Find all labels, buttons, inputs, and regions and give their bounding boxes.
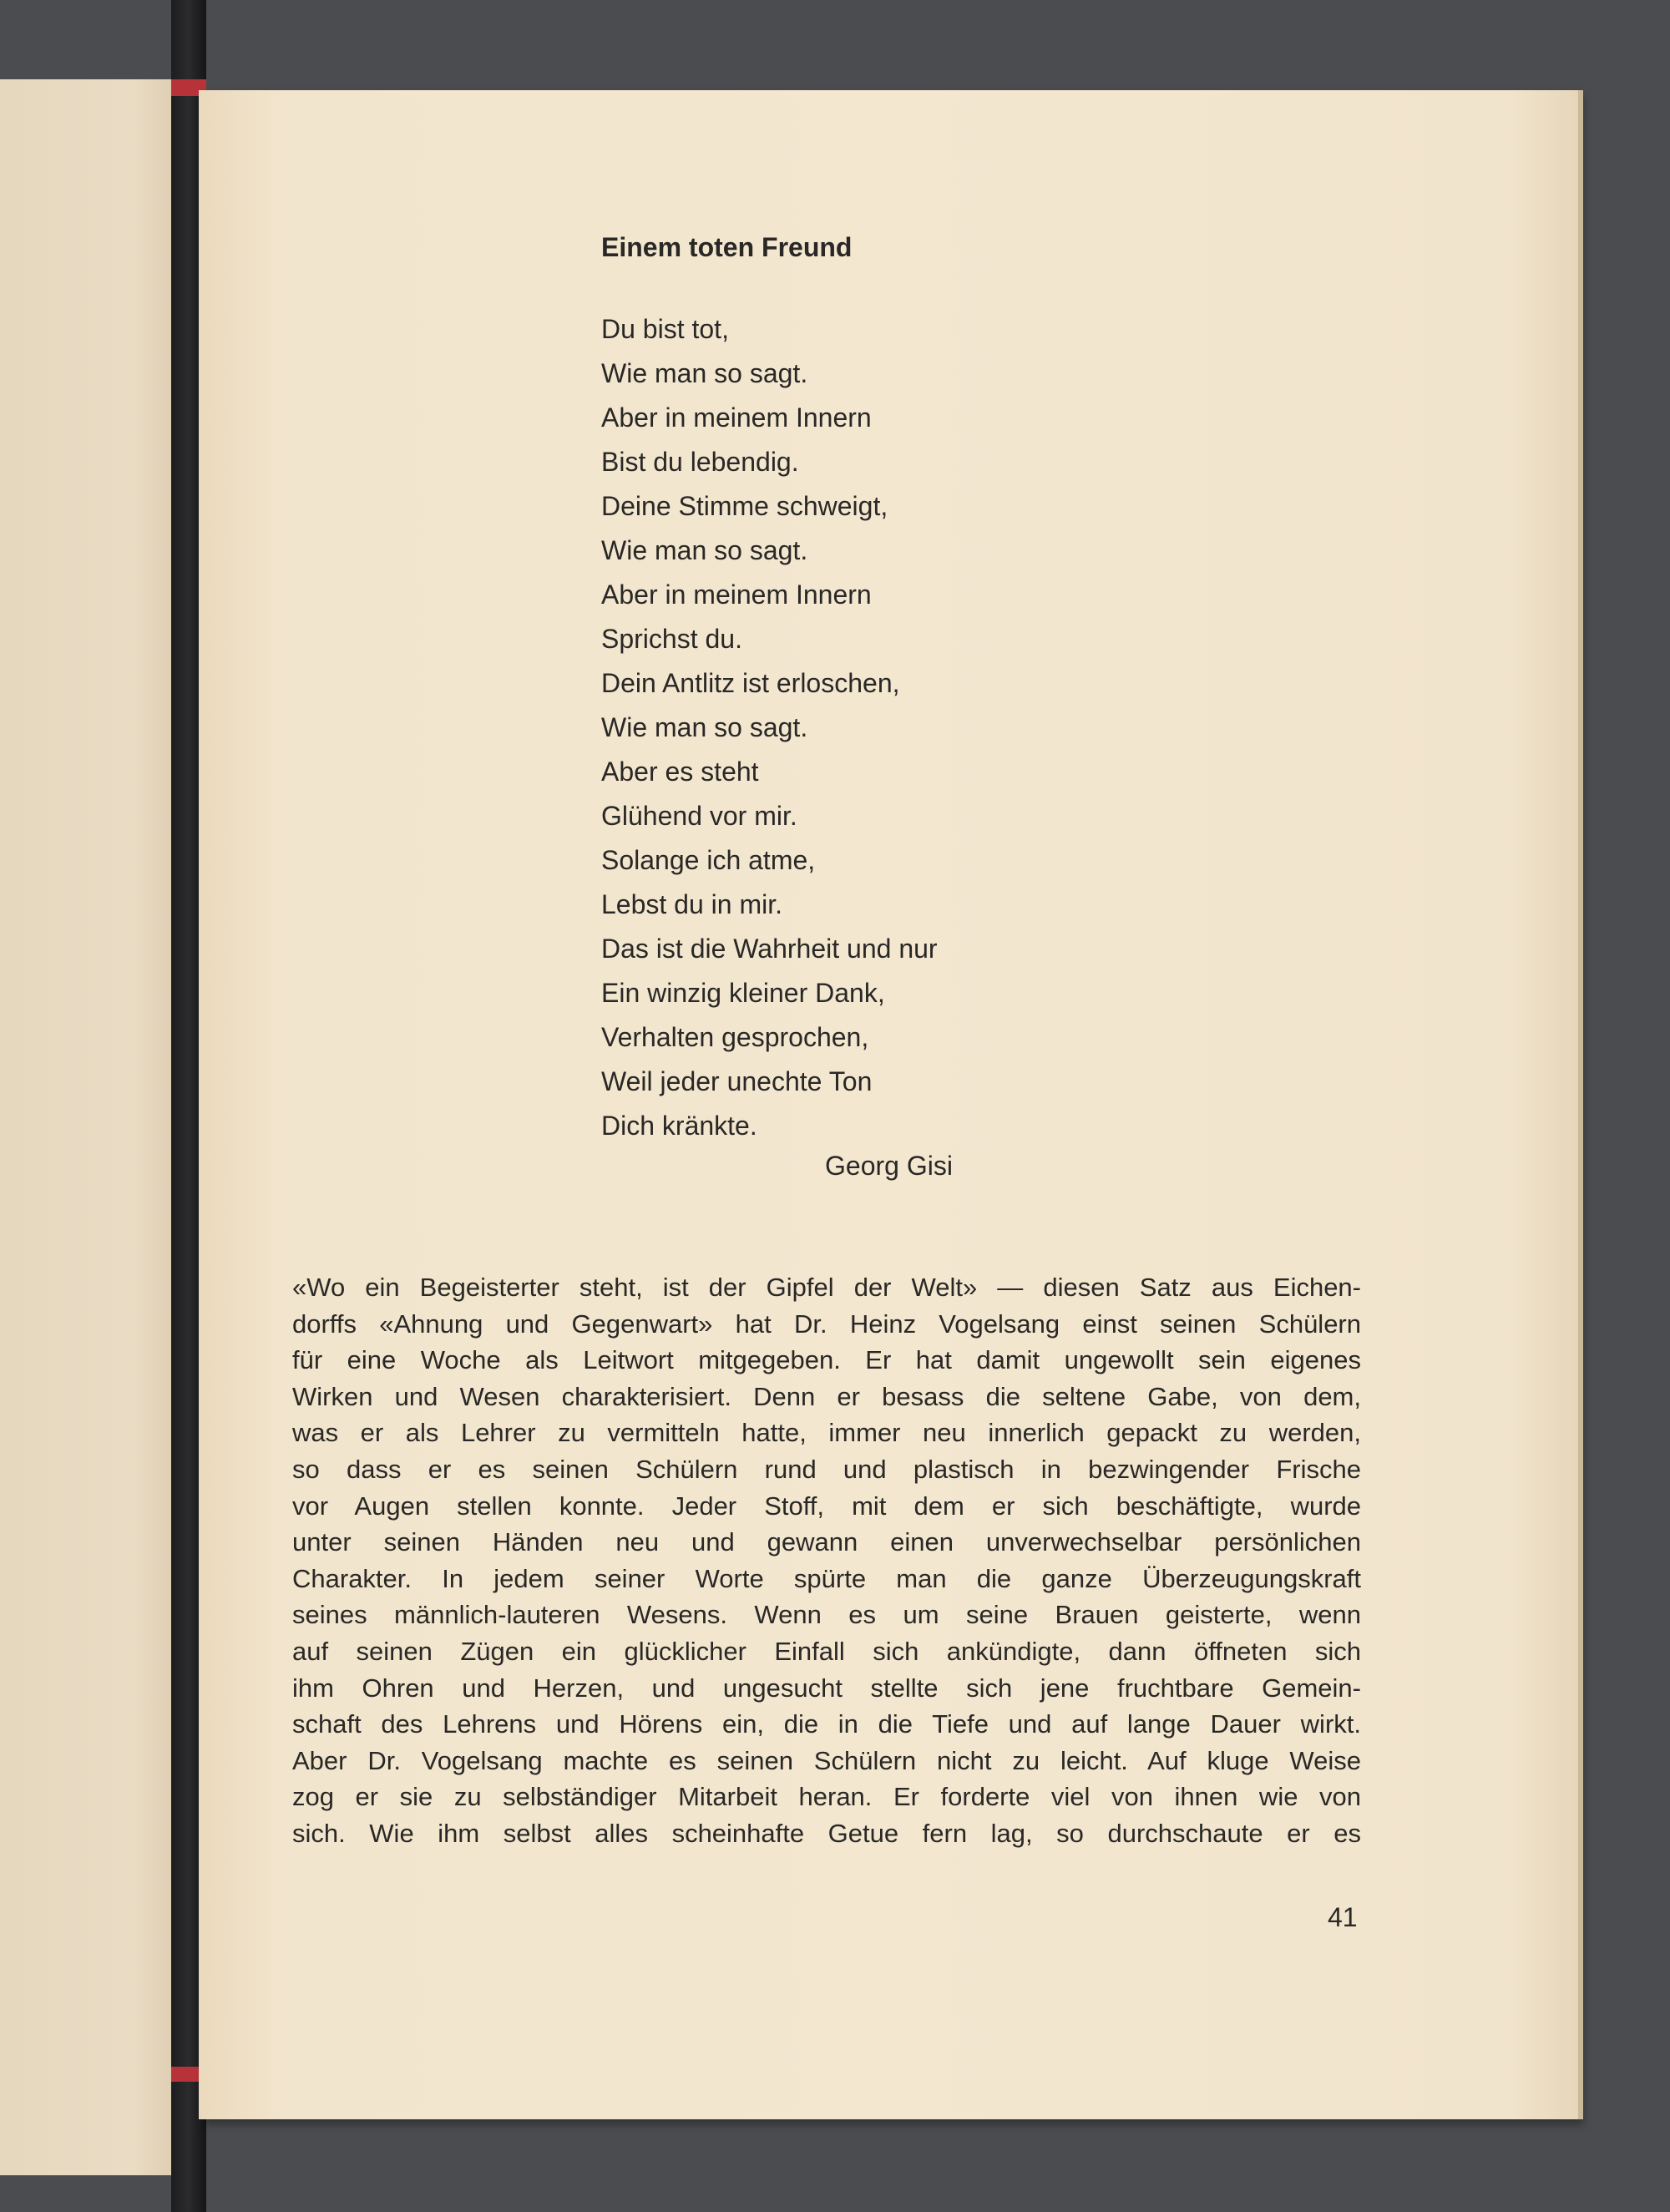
prose-line: auf seinen Zügen ein glücklicher Einfall sich ankündigte, dann öffneten sich	[292, 1636, 1361, 1666]
poem-line: Aber es steht	[601, 757, 759, 787]
poem-line: Wie man so sagt.	[601, 712, 808, 742]
prose-line: «Wo ein Begeisterter steht, ist der Gipfel der Welt» — diesen Satz aus Eichen-	[292, 1273, 1361, 1302]
page-edge-shadow	[1578, 90, 1583, 2119]
right-page	[199, 90, 1578, 2119]
prose-line: dorffs «Ahnung und Gegenwart» hat Dr. Heinz Vogelsang einst seinen Schülern	[292, 1308, 1361, 1339]
prose-line: ihm Ohren und Herzen, und ungesucht stellte sich jene fruchtbare Gemein-	[292, 1673, 1361, 1703]
prose-line: für eine Woche als Leitwort mitgegeben. Er hat damit ungewollt sein eigenes	[292, 1345, 1361, 1375]
prose-paragraph	[292, 1269, 1361, 1852]
poem-line: Wie man so sagt.	[601, 358, 808, 388]
poem-line: Deine Stimme schweigt,	[601, 491, 888, 521]
poem-line: Weil jeder unechte Ton	[601, 1066, 873, 1096]
poem-line: Dich kränkte.	[601, 1111, 757, 1141]
prose-line: so dass er es seinen Schülern rund und plastisch in bezwingender Frische	[292, 1454, 1361, 1484]
prose-line: Aber Dr. Vogelsang machte es seinen Schülern nicht zu leicht. Auf kluge Weise	[292, 1745, 1361, 1775]
poem-title: Einem toten Freund	[601, 232, 853, 262]
poem-line: Wie man so sagt.	[601, 535, 808, 565]
prose-line: Charakter. In jedem seiner Worte spürte man die ganze Überzeugungskraft	[292, 1563, 1361, 1593]
prose-line: unter seinen Händen neu und gewann einen unverwechselbar persönlichen	[292, 1527, 1361, 1557]
poem-line: Ein winzig kleiner Dank,	[601, 978, 885, 1008]
prose-line: seines männlich-lauteren Wesens. Wenn es um seine Brauen geisterte, wenn	[292, 1600, 1361, 1630]
prose-line: schaft des Lehrens und Hörens ein, die in die Tiefe und auf lange Dauer wirkt.	[292, 1709, 1361, 1739]
poem-line: Lebst du in mir.	[601, 889, 782, 919]
prose-line: vor Augen stellen konnte. Jeder Stoff, mit dem er sich beschäftigte, wurde	[292, 1491, 1361, 1521]
poem-line: Du bist tot,	[601, 314, 729, 344]
poem-line: Bist du lebendig.	[601, 447, 799, 477]
prose-line: sich. Wie ihm selbst alles scheinhafte Getue fern lag, so durchschaute er es	[292, 1818, 1361, 1848]
left-page-edge	[0, 79, 192, 2175]
prose-line: was er als Lehrer zu vermitteln hatte, immer neu innerlich gepackt zu werden,	[292, 1418, 1361, 1448]
poem-line: Dein Antlitz ist erloschen,	[601, 668, 900, 698]
poem-line: Das ist die Wahrheit und nur	[601, 934, 938, 964]
poem-line: Aber in meinem Innern	[601, 580, 872, 610]
poem-line: Glühend vor mir.	[601, 801, 797, 831]
poem-body	[601, 307, 938, 1148]
poem-author: Georg Gisi	[825, 1151, 953, 1181]
prose-line: zog er sie zu selbständiger Mitarbeit heran. Er forderte viel von ihnen wie von	[292, 1782, 1361, 1812]
prose-line: Wirken und Wesen charakterisiert. Denn er besass die seltene Gabe, von dem,	[292, 1381, 1361, 1411]
page-number: 41	[1328, 1902, 1358, 1932]
poem-line: Solange ich atme,	[601, 845, 816, 875]
poem-line: Sprichst du.	[601, 624, 742, 654]
poem-line: Verhalten gesprochen,	[601, 1022, 869, 1052]
poem-line: Aber in meinem Innern	[601, 402, 872, 433]
